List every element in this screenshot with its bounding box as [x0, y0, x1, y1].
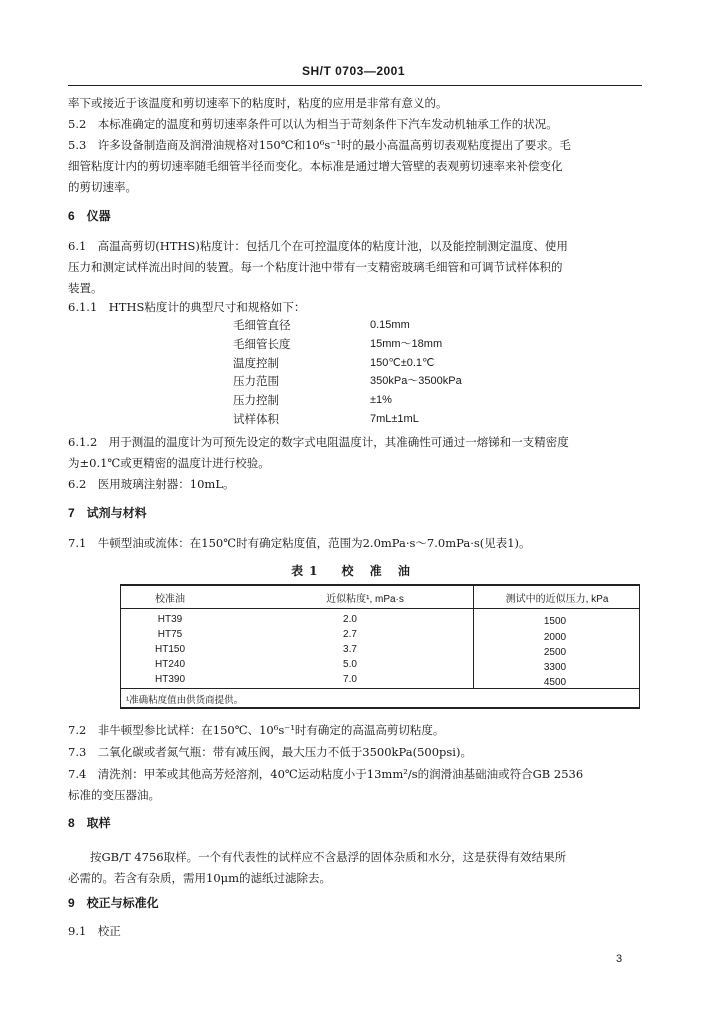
- table-cell: 2.7: [343, 629, 357, 640]
- spec-value: 350kPa～3500kPa: [370, 375, 462, 388]
- spec-value: ±1%: [370, 394, 392, 407]
- paragraph-5-3-line2: 细管粘度计内的剪切速率随毛细管半径而变化。本标准是通过增大管壁的表观剪切速率来补偿变化: [68, 159, 563, 173]
- table-header-cell: 近似粘度¹, mPa·s: [326, 594, 404, 605]
- table-cell: 7.0: [343, 674, 357, 685]
- paragraph-5-3-line1: 5.3 许多设备制造商及润滑油规格对150℃和10⁶s⁻¹时的最小高温高剪切表观粘度提出了要求。毛: [68, 138, 571, 152]
- paragraph-6-1-1: 6.1.1 HTHS粘度计的典型尺寸和规格如下：: [68, 300, 306, 314]
- paragraph-7-1: 7.1 牛顿型油或流体：在150℃时有确定粘度值，范围为2.0mPa·s～7.0mPa·s(见表1)。: [68, 536, 531, 550]
- table-cell: HT75: [157, 629, 183, 640]
- table-cell: HT240: [154, 659, 185, 670]
- paragraph-6-1-line2: 压力和测定试样流出时间的装置。每一个粘度计池中带有一支精密玻璃毛细管和可调节试样体积的: [68, 260, 563, 274]
- calibration-oil-table: [120, 584, 640, 708]
- spec-label: 压力范围: [233, 374, 279, 389]
- spec-value: 150℃±0.1℃: [370, 356, 435, 369]
- spec-value: 0.15mm: [370, 319, 410, 331]
- page-number: 3: [616, 953, 623, 965]
- section-9-heading: 9 校正与标准化: [68, 896, 159, 910]
- paragraph-7-2: 7.2 非牛顿型参比试样：在150℃、10⁶s⁻¹时有确定的高温高剪切粘度。: [68, 723, 445, 737]
- table-footnote: ¹准确粘度值由供货商提供。: [126, 695, 244, 706]
- table-cell: 4500: [543, 677, 567, 688]
- table-cell: 2000: [543, 632, 567, 643]
- spec-label: 压力控制: [233, 393, 279, 408]
- paragraph-7-4-line1: 7.4 清洗剂：甲苯或其他高芳烃溶剂，40℃运动粘度小于13mm²/s的润滑油基础油或符合GB 2536: [68, 767, 584, 781]
- table-header-cell: 校准油: [155, 594, 185, 605]
- paragraph-6-1-2-line2: 为±0.1℃或更精密的温度计进行校验。: [68, 456, 270, 470]
- table-header-rule: [120, 608, 640, 609]
- standard-code-header: SH/T 0703—2001: [301, 64, 406, 78]
- section-6-heading: 6 仪器: [68, 209, 111, 223]
- table-cell: 2500: [543, 647, 567, 658]
- paragraph-5-2: 5.2 本标准确定的温度和剪切速率条件可以认为相当于苛刻条件下汽车发动机轴承工作的状况。: [68, 117, 558, 131]
- section-7-heading: 7 试剂与材料: [68, 506, 147, 520]
- header-rule: [68, 85, 642, 86]
- spec-label: 毛细管直径: [233, 318, 291, 332]
- paragraph-6-1-line1: 6.1 高温高剪切(HTHS)粘度计：包括几个在可控温度体的粘度计池，以及能控制测定温度、使用: [68, 239, 568, 253]
- table-header-cell: 测试中的近似压力, kPa: [505, 594, 609, 605]
- table-cell: 5.0: [343, 659, 357, 670]
- paragraph-7-3: 7.3 二氧化碳或者氮气瓶：带有减压阀，最大压力不低于3500kPa(500psi)。: [68, 745, 472, 759]
- paragraph-9-1: 9.1 校正: [68, 924, 121, 938]
- section-8-text-line1: 按GB/T 4756取样。一个有代表性的试样应不含悬浮的固体杂质和水分，这是获得有效结果所: [90, 850, 567, 864]
- spec-label: 试样体积: [233, 411, 279, 426]
- table-cell: HT150: [154, 644, 185, 655]
- table-cell: 2.0: [343, 614, 357, 625]
- paragraph-5-3-line3: 的剪切速率。: [68, 180, 137, 194]
- paragraph-7-4-line2: 标准的变压器油。: [68, 788, 160, 802]
- paragraph-6-1-line3: 装置。: [68, 281, 103, 295]
- section-8-heading: 8 取样: [68, 816, 111, 830]
- paragraph-6-2: 6.2 医用玻璃注射器：10mL。: [68, 477, 235, 491]
- table-cell: 3.7: [343, 644, 357, 655]
- table-cell: 1500: [543, 616, 567, 627]
- table-cell: HT39: [157, 614, 183, 625]
- table-cell: 3300: [543, 662, 567, 673]
- paragraph-6-1-2-line1: 6.1.2 用于测温的温度计为可预先设定的数字式电阻温度计，其准确性可通过一熔锑和一支精密度: [68, 435, 569, 449]
- spec-value: 15mm～18mm: [370, 337, 443, 350]
- table-caption: 表1 校 准 油: [291, 564, 416, 578]
- table-top-rule: [120, 584, 640, 586]
- table-bottom-rule: [120, 707, 640, 709]
- spec-label: 温度控制: [233, 355, 279, 370]
- spec-value: 7mL±1mL: [370, 412, 419, 425]
- table-cell: HT390: [154, 674, 185, 685]
- section-8-text-line2: 必需的。若含有杂质，需用10μm的滤纸过滤除去。: [68, 871, 332, 885]
- spec-label: 毛细管长度: [233, 336, 291, 351]
- paragraph-continuation: 率下或接近于该温度和剪切速率下的粘度时，粘度的应用是非常有意义的。: [68, 96, 448, 110]
- table-body-rule: [120, 688, 640, 689]
